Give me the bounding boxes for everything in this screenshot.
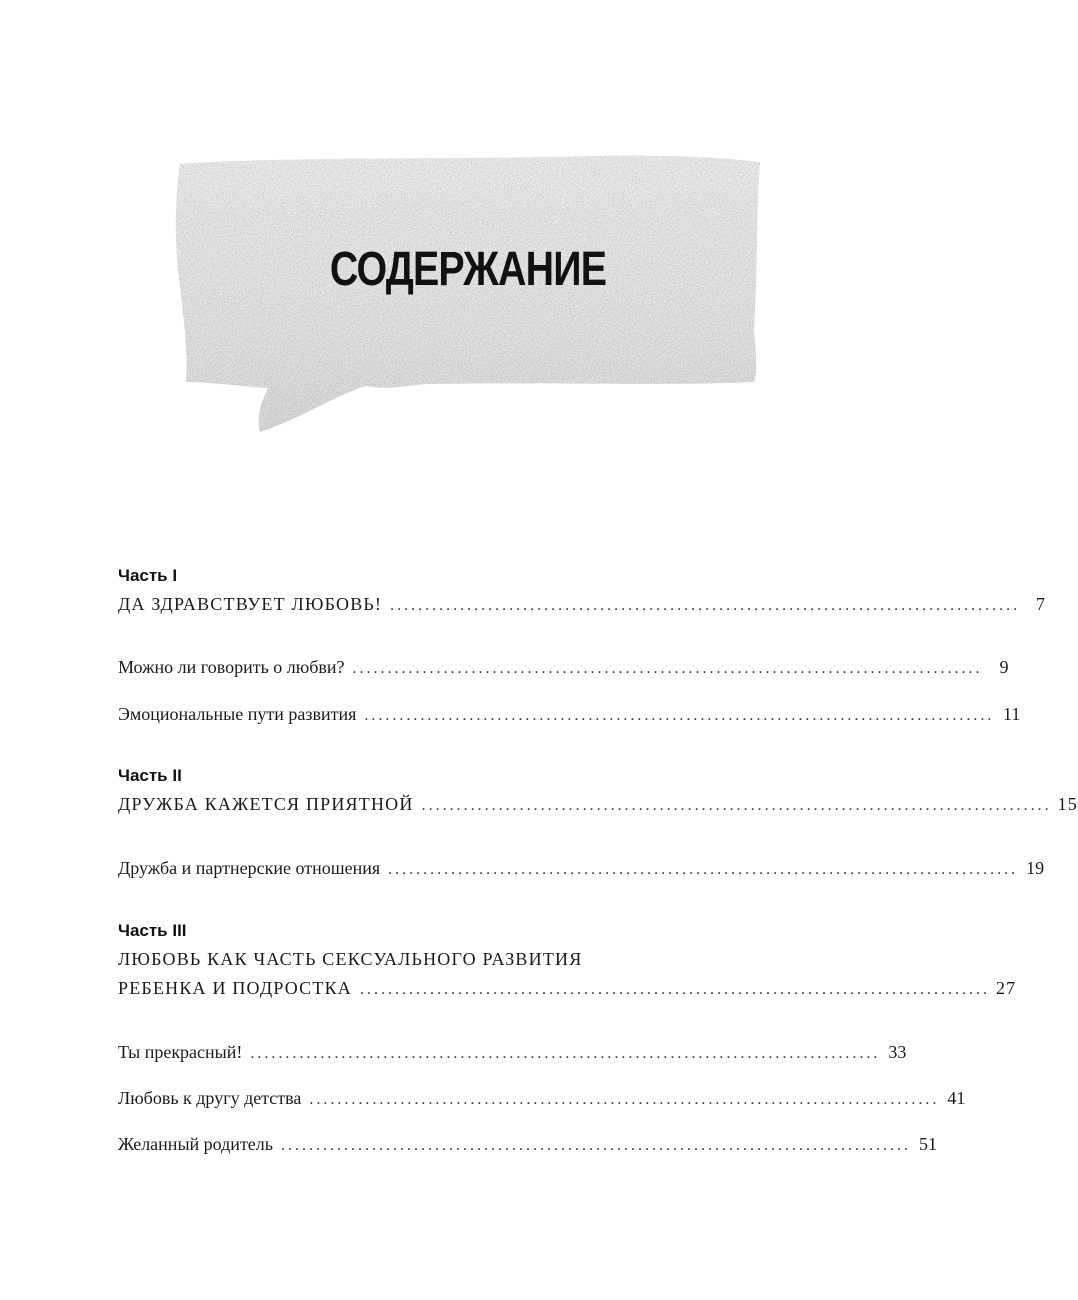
page-title: СОДЕРЖАНИЕ [329, 243, 607, 296]
page-number: 9 [999, 657, 1009, 677]
toc-entry[interactable] [118, 594, 1047, 615]
toc-entry[interactable] [118, 1088, 966, 1109]
part-heading: Часть III [118, 921, 187, 940]
part-heading: Часть I [118, 566, 178, 585]
entry-label: Любовь к другу детства [118, 1088, 302, 1108]
entry-label: ДА ЗДРАВСТВУЕТ ЛЮБОВЬ! [118, 594, 383, 614]
toc-entry[interactable] [118, 704, 1021, 725]
leader-dots: .......................................................................................... [250, 1045, 881, 1062]
leader-dots: .......................................................................................... [352, 660, 983, 677]
leader-dots: .......................................................................................... [309, 1091, 940, 1108]
toc-entry[interactable] [118, 1134, 937, 1155]
toc-entry[interactable] [118, 1042, 907, 1063]
page-number: 7 [1035, 594, 1047, 614]
entry-label: Ты прекрасный! [118, 1042, 243, 1062]
entry-label: Можно ли говорить о любви? [118, 657, 345, 677]
part-heading: Часть II [118, 766, 182, 785]
speech-bubble-header [168, 150, 768, 440]
leader-dots: .......................................................................................... [359, 981, 990, 998]
page-number: 27 [995, 978, 1017, 998]
leader-dots: .......................................................................................... [421, 797, 1052, 814]
leader-dots: .......................................................................................... [388, 861, 1019, 878]
entry-label: Дружба и партнерские отношения [118, 858, 381, 878]
page-number: 19 [1026, 858, 1045, 878]
toc-entry[interactable] [118, 794, 1078, 815]
page-number: 11 [1003, 704, 1021, 724]
page-number: 33 [888, 1042, 907, 1062]
entry-label: Желанный родитель [118, 1134, 273, 1154]
entry-label: Эмоциональные пути развития [118, 704, 357, 724]
toc-entry[interactable] [118, 858, 1045, 879]
toc-entry[interactable] [118, 978, 1017, 999]
leader-dots: .......................................................................................... [364, 707, 995, 724]
leader-dots: .......................................................................................... [281, 1137, 911, 1154]
page-number: 51 [919, 1134, 937, 1154]
toc-entry[interactable] [118, 657, 1009, 678]
leader-dots: .......................................................................................... [390, 597, 1021, 614]
entry-label: ДРУЖБА КАЖЕТСЯ ПРИЯТНОЙ [118, 794, 414, 814]
page-number: 15 [1057, 794, 1078, 814]
entry-label: РЕБЕНКА И ПОДРОСТКА [118, 978, 352, 998]
entry-label-line: ЛЮБОВЬ КАК ЧАСТЬ СЕКСУАЛЬНОГО РАЗВИТИЯ [118, 949, 583, 969]
page-number: 41 [947, 1088, 966, 1108]
